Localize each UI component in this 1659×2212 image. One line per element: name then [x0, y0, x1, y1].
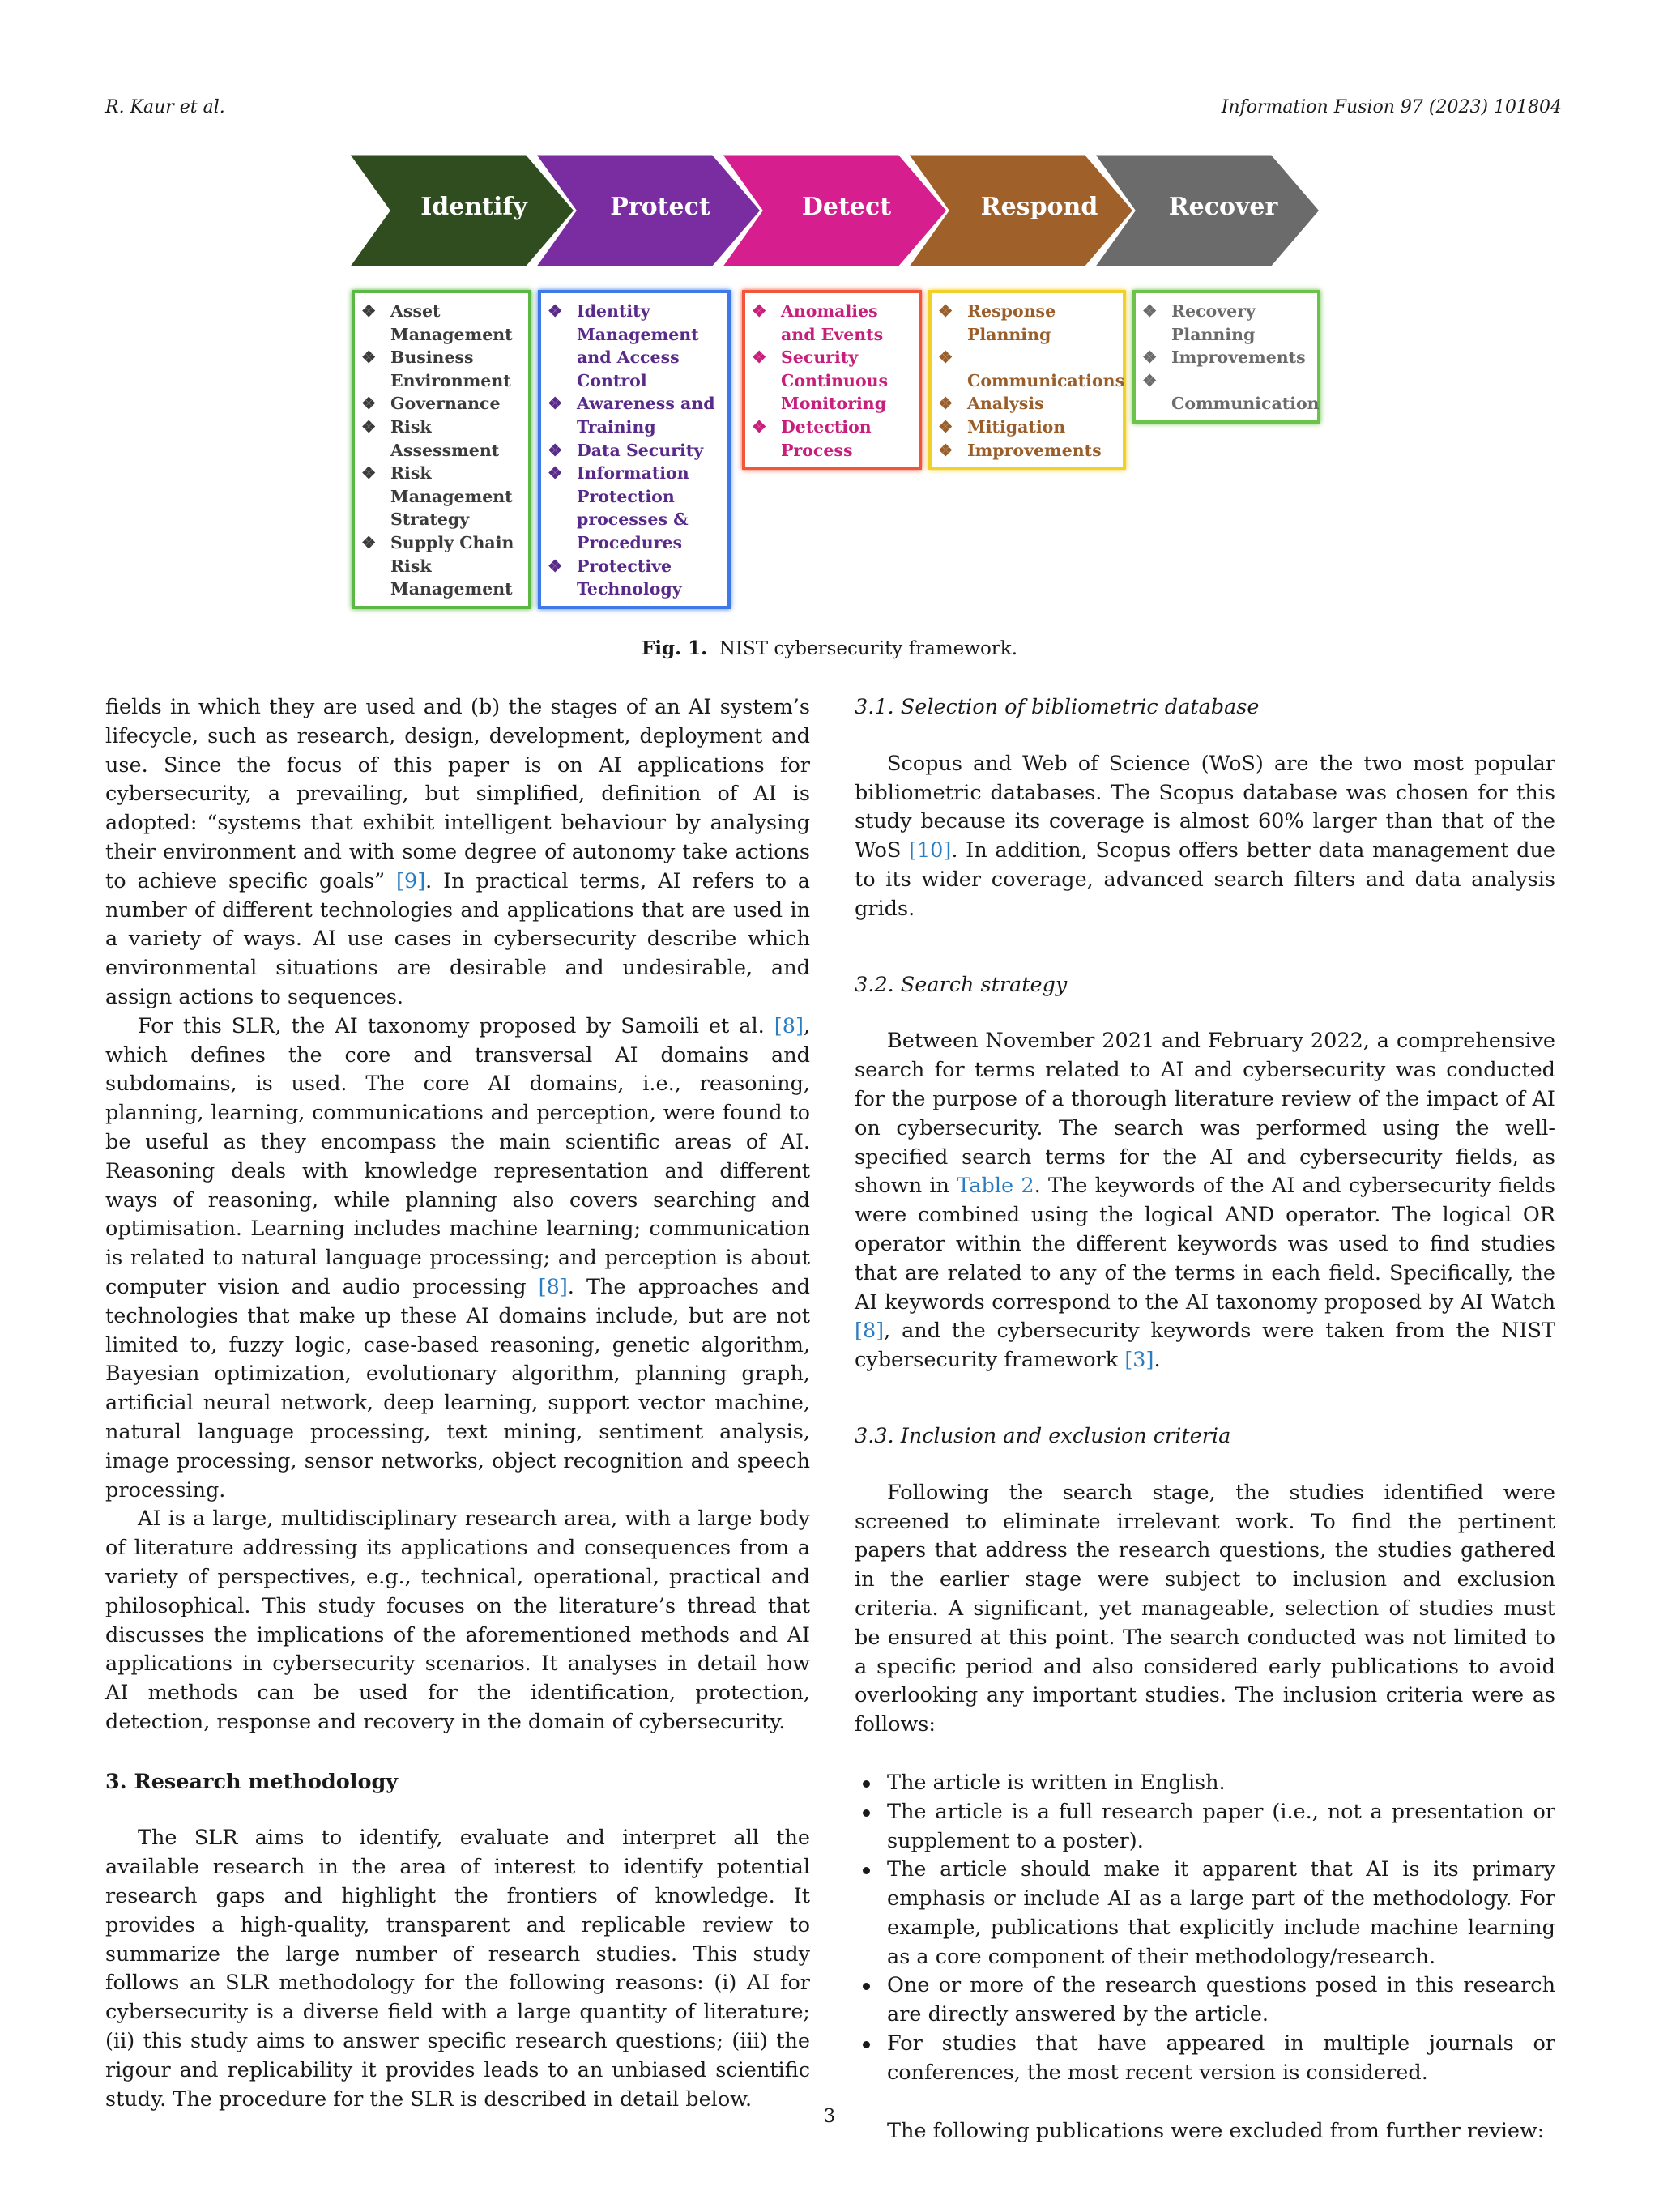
left-paragraph-2: For this SLR, the AI taxonomy proposed by Samoili et al. [8], which defines the core and transversal AI domains and subdomains, is used. The core AI domains, i.e., reasoning, planning, learning, communications and perception, were found to be useful as they encompass the main scientific areas of AI. Reasoning deals with knowledge representation and different ways of reasoning, while planning also covers searching and optimisation. Learning includes machine learning; communication is related to natural language processing; and perception is about computer vision and audio processing [8]. The approaches and technologies that make up these AI domains include, but are not limited to, fuzzy logic, case-based reasoning, genetic algorithm, Bayesian optimization, evolutionary algorithm, planning graph, artificial neural network, deep learning, support vector machine, natural language processing, text mining, sentiment analysis, image processing, sensor networks, object recognition and speech processing. [105, 1013, 810, 1502]
subcategory-item: ❖ Awareness and Training [548, 394, 715, 437]
subcategory-item: ❖ Risk Management Strategy [361, 463, 513, 530]
right-paragraph-3-3: Following the search stage, the studies identified were screened to eliminate irrelevant work. To find the pertinent papers that address the research questions, the studies gathered in the earlier stage were subject to inclusion and exclusion criteria. A significant, yet manageable, selection of studies must be ensured at this point. The search conducted was not limited to a specific period and also considered early publications to avoid overlooking any important studies. The inclusion criteria were as follows: [855, 1480, 1555, 1737]
detect-subcategories-box [742, 290, 922, 470]
left-column [105, 693, 810, 2114]
list-item: For studies that have appeared in multiple journals or conferences, the most recent version is considered. [855, 2030, 1555, 2088]
subcategory-item: ❖ Improvements [1142, 346, 1311, 369]
diamond-bullet-icon: ❖ [548, 301, 563, 321]
right-paragraph-exclusion-intro: The following publications were excluded from further review: [887, 2118, 1545, 2143]
diamond-bullet-icon: ❖ [1142, 370, 1158, 390]
diamond-bullet-icon: ❖ [361, 416, 377, 437]
subcategory-item: ❖ Governance [361, 392, 522, 416]
chevron-label-identify: Identify [420, 193, 527, 221]
diamond-bullet-icon: ❖ [938, 347, 953, 368]
diamond-bullet-icon: ❖ [548, 440, 563, 460]
ref-10-link[interactable]: [10] [909, 838, 952, 863]
diamond-bullet-icon: ❖ [938, 301, 953, 321]
subcategory-item: ❖ Response Planning [938, 301, 1056, 344]
recover-subcategories-box [1132, 290, 1320, 424]
subcategory-item: ❖ Supply Chain Risk Management [361, 532, 514, 599]
diamond-bullet-icon: ❖ [938, 394, 953, 414]
subsection-heading-3-1: 3.1. Selection of bibliometric database [855, 695, 1260, 719]
chevron-label-respond: Respond [980, 193, 1098, 221]
ref-8-link-3[interactable]: [8] [855, 1319, 885, 1344]
diamond-bullet-icon: ❖ [752, 347, 767, 368]
diamond-bullet-icon: ❖ [1142, 347, 1158, 368]
ref-8-link-2[interactable]: [8] [538, 1274, 568, 1299]
right-column [855, 693, 1555, 2146]
nist-framework-figure [348, 154, 1328, 616]
diamond-bullet-icon: ❖ [548, 556, 563, 576]
diamond-bullet-icon: ❖ [752, 301, 767, 321]
figure-caption-label: Fig. 1. [641, 637, 708, 659]
subcategory-item: ❖ Asset Management [361, 301, 513, 344]
diamond-bullet-icon: ❖ [938, 440, 953, 460]
chevron-label-protect: Protect [610, 193, 710, 221]
subsection-heading-3-2: 3.2. Search strategy [855, 972, 1068, 997]
list-item: The article should make it apparent that AI is its primary emphasis or include AI as a large part of the methodology. For example, publications that explicitly include machine learning as a core component of their methodology/research. [855, 1856, 1555, 1971]
diamond-bullet-icon: ❖ [361, 532, 377, 552]
chevron-label-recover: Recover [1168, 193, 1278, 221]
chevron-label-detect: Detect [801, 193, 892, 221]
list-item: The article is a full research paper (i.e., not a presentation or supplement to a poster). [855, 1798, 1555, 1856]
ref-3-link[interactable]: [3] [1124, 1348, 1154, 1373]
diamond-bullet-icon: ❖ [1142, 301, 1158, 321]
running-header-journal: Information Fusion 97 (2023) 101804 [1221, 97, 1562, 117]
ref-8-link[interactable]: [8] [774, 1013, 804, 1038]
diamond-bullet-icon: ❖ [361, 347, 377, 368]
table-2-link[interactable]: Table 2 [957, 1174, 1034, 1199]
running-header-authors: R. Kaur et al. [105, 97, 225, 117]
right-paragraph-3-2: Between November 2021 and February 2022, a comprehensive search for terms related to AI and cybersecurity was conducted for the purpose of a thorough literature review of the impact of AI on cybersecurity. The search was performed using the well-specified search terms for the AI and cybersecurity fields, as shown in Table 2. The keywords of the AI and cybersecurity fields were combined using the logical AND operator. The logical OR operator within the different keywords was used to find studies that are related to any of the terms in each field. Specifically, the AI keywords correspond to the AI taxonomy proposed by AI Watch [8], and the cybersecurity keywords were taken from the NIST cybersecurity framework [3]. [855, 1029, 1556, 1373]
identify-subcategories-box [352, 290, 531, 609]
respond-subcategories-box [928, 290, 1126, 470]
subcategory-item: ❖ Mitigation [938, 416, 1116, 439]
subsection-heading-3-3: 3.3. Inclusion and exclusion criteria [855, 1423, 1231, 1448]
subcategory-item: ❖ Analysis [938, 392, 1116, 416]
inclusion-criteria-list [855, 1769, 1555, 2088]
diamond-bullet-icon: ❖ [548, 463, 563, 484]
subcategory-item: ❖ Identity Management and Access Control [548, 301, 699, 390]
subcategory-item: ❖ Recovery Planning [1142, 301, 1256, 344]
subcategory-item: ❖ Protective Technology [548, 556, 682, 599]
list-item: One or more of the research questions posed in this research are directly answered by the article. [855, 1971, 1555, 2030]
chevron-row [348, 154, 1328, 267]
subcategory-item: ❖ Business Environment [361, 347, 511, 390]
diamond-bullet-icon: ❖ [361, 463, 377, 484]
left-paragraph-3: AI is a large, multidisciplinary research area, with a large body of literature addressing its applications and consequences from a variety of perspectives, e.g., technical, operational, practical and philosophical. This study focuses on the literature’s thread that discusses the implications of the aforementioned methods and AI applications in cybersecurity scenarios. It analyses in detail how AI methods can be used for the identification, protection, detection, response and recovery in the domain of cybersecurity. [105, 1507, 810, 1734]
figure-caption [0, 637, 1659, 659]
subcategory-item: ❖ Information Protection processes & Procedures [548, 463, 689, 552]
subcategory-item: ❖ Improvements [938, 439, 1116, 462]
left-paragraph-4: The SLR aims to identify, evaluate and interpret all the available research in the area of interest to identify potential research gaps and highlight the frontiers of knowledge. It provides a high-quality, transparent and replicable review to summarize the large number of research studies. This study follows an SLR methodology for the following reasons: (i) AI for cybersecurity is a diverse field with a large quantity of literature; (ii) this study aims to answer specific research questions; (iii) the rigour and replicability it provides leads to an unbiased scientific study. The procedure for the SLR is described in detail below. [105, 1826, 810, 2112]
diamond-bullet-icon: ❖ [548, 394, 563, 414]
list-item: The article is written in English. [855, 1769, 1555, 1798]
ref-9-link[interactable]: [9] [396, 868, 426, 893]
subcategory-item: ❖ Security Continuous Monitoring [752, 347, 889, 414]
subcategory-item: ❖ Risk Assessment [361, 416, 500, 460]
right-paragraph-3-1: Scopus and Web of Science (WoS) are the two most popular bibliometric databases. The Scopus database was chosen for this study because its coverage is almost 60% larger than that of the WoS [10]. In addition, Scopus offers better data management due to its wider coverage, advanced search filters and data analysis grids. [855, 751, 1555, 921]
subcategory-item: ❖ Anomalies and Events [752, 301, 884, 344]
diamond-bullet-icon: ❖ [938, 416, 953, 437]
section-heading-research-methodology: 3. Research methodology [105, 1769, 399, 1794]
protect-subcategories-box [538, 290, 731, 609]
subcategory-item: ❖Communications [938, 347, 1125, 390]
diamond-bullet-icon: ❖ [361, 394, 377, 414]
diamond-bullet-icon: ❖ [361, 301, 377, 321]
figure-caption-text: NIST cybersecurity framework. [719, 638, 1018, 659]
page-number: 3 [823, 2106, 836, 2127]
subcategory-item: ❖ Data Security [548, 439, 721, 462]
subcategory-item: ❖ Detection Process [752, 416, 872, 460]
subcategory-item: ❖Communication [1142, 370, 1320, 414]
left-paragraph-1: fields in which they are used and (b) the stages of an AI system’s lifecycle, such as research, design, development, deployment and use. Since the focus of this paper is on AI applications for cybersecurity, a prevailing, but simplified, definition of AI is adopted: “systems that exhibit intelligent behaviour by analysing their environment and with some degree of autonomy take actions to achieve specific goals” [9]. In practical terms, AI refers to a number of different technologies and applications that are used in a variety of ways. AI use cases in cybersecurity describe which environmental situations are desirable and undesirable, and assign actions to sequences. [105, 695, 810, 1009]
diamond-bullet-icon: ❖ [752, 416, 767, 437]
